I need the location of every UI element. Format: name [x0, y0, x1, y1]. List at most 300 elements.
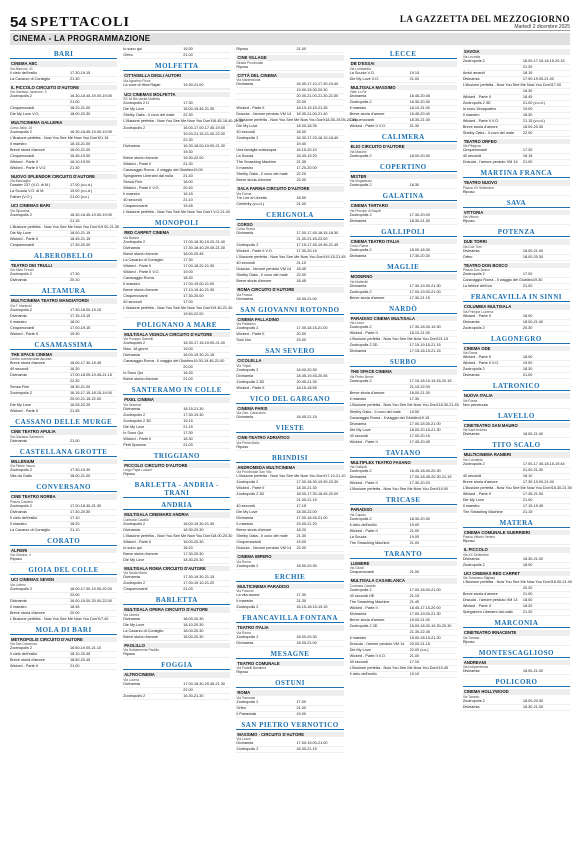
- showtime-row: [123, 89, 230, 90]
- film-title: Zootropolis 2: [349, 378, 372, 383]
- film-title: Il cielo dell'esilio: [349, 671, 377, 676]
- film-times: 18.00-21.00: [70, 474, 91, 478]
- film-times: 17.30-20.00: [70, 242, 91, 247]
- film-times: 17.30-20.30: [409, 254, 430, 258]
- film-title: Senza Fine: [10, 385, 30, 389]
- film-title: Zootropolis 2: [462, 562, 485, 567]
- film-times: 21.00: [296, 47, 306, 51]
- film-title: Caravaggio Roma - Il viaggio del Giubileo: [123, 359, 194, 363]
- city-heading: TAVIANO: [350, 449, 457, 458]
- film-times: 17.30-20.00: [409, 212, 430, 217]
- film-title: Divinamia: [10, 598, 27, 603]
- film-times: 18.30-21.00: [522, 704, 544, 709]
- showtime-row: [123, 377, 230, 383]
- film-times: 21.00: [183, 442, 193, 447]
- film-title: [236, 142, 296, 147]
- film-times: 16.30-21.30: [183, 693, 204, 698]
- film-times: 17.00-19.10-21.20: [183, 581, 215, 585]
- cinema-address: Via Pietra Mallo: [236, 440, 260, 445]
- film-title: Zootropolis 2: [236, 605, 259, 609]
- film-title: [463, 586, 523, 591]
- city-heading: FRANCAVILLA FONTANA: [236, 614, 343, 623]
- film-title: Zootropolis 2: [349, 516, 372, 521]
- film-title: Il Parlavistà: [236, 711, 257, 716]
- film-times: 21.45: [70, 409, 80, 413]
- film-title: Breve storia d'amore: [123, 377, 159, 381]
- film-title: [350, 385, 410, 390]
- film-times: 18.30-20.30: [409, 516, 430, 521]
- film-times: 18.45: [522, 94, 533, 99]
- cinema-address: Via Mazzini: [349, 149, 367, 154]
- film-title: Zootropolis 2: [10, 129, 32, 134]
- film-title: Amici amanti: [462, 70, 485, 75]
- film-times: 16.30-17.20-18.10-18.40: [296, 136, 339, 140]
- film-title: Divinamia: [462, 669, 480, 673]
- cinema-address: Corso Italia, 15: [10, 125, 33, 130]
- film-times: 21.00-21.15: [296, 498, 317, 502]
- film-times: 21.30: [522, 610, 533, 614]
- city-heading: TARANTO: [350, 550, 457, 559]
- film-times: 19.15: [183, 418, 193, 423]
- showtime-row: [123, 694, 230, 700]
- film-title: Wicked - Parte II: [236, 486, 265, 490]
- film-times: 18.20: [183, 545, 193, 550]
- film-times: 17.00-19.00-21.00: [183, 281, 215, 286]
- film-times: 17.00-18.30-20.45-21.30: [183, 681, 226, 686]
- film-title: Wicked - Parte II: [462, 491, 491, 496]
- film-title: L'illusione perfetta - Now You See Me Now You Don't: [349, 665, 439, 670]
- film-times: 16.30-17.10-17.30-19.40: [296, 82, 339, 86]
- film-title: Dracula - l'amore perduto VM 14: [236, 546, 292, 550]
- city-heading: LECCE: [350, 50, 457, 59]
- cinema-name: MULTISALA CINEMARS ANDRIA: [123, 512, 230, 518]
- film-times: 19.30: [183, 150, 193, 154]
- film-times: 21.40: [183, 174, 193, 178]
- film-title: Il maestro: [236, 599, 254, 603]
- film-times: 19.00: [296, 338, 306, 342]
- cinema-address: Via Frasca: [236, 292, 253, 297]
- film-times: 22.20: [296, 172, 306, 176]
- film-times: 19.45: [183, 204, 193, 208]
- film-title: Zootropolis 2: [349, 248, 372, 252]
- film-times: 19.00: [409, 534, 420, 539]
- masthead: [10, 0, 570, 31]
- film-times: 16.50-19.00-21.10: [70, 646, 102, 650]
- film-times: [296, 65, 343, 70]
- film-title: Zootropolis 2: [10, 272, 32, 276]
- cinema-name: CINEMA TEATRO ITALIA: [350, 239, 457, 245]
- cinema-name: THE SPACE CINEMA: [350, 369, 457, 375]
- film-times: [523, 640, 570, 645]
- film-title: Divinamia: [123, 144, 140, 148]
- city-heading: SAVA: [463, 199, 570, 208]
- showtime-row: [236, 445, 343, 451]
- city-heading: OSTUNI: [236, 679, 343, 688]
- film-title: Zootropolis 2: [349, 587, 372, 592]
- film-times: 19.15-21.45: [325, 255, 346, 259]
- city-heading: CALIMERA: [350, 133, 457, 142]
- cinema-name: MULTICINEMA GALLERIA: [10, 120, 117, 126]
- film-times: 18.00-20.30: [70, 112, 91, 116]
- cinema-name: CINETEATRO IRNACENTE: [463, 630, 570, 636]
- film-title: Breve storia d'amore: [10, 361, 45, 365]
- film-times: [523, 219, 570, 224]
- film-title: Caravaggio Roma: [123, 275, 154, 280]
- showtime-row: [463, 563, 570, 569]
- film-times: 18.00-19.30-21.15: [183, 353, 215, 357]
- showtime-row: [463, 432, 570, 438]
- film-times: 22.00: [296, 178, 306, 182]
- film-times: 22.00: [296, 546, 306, 550]
- cinema-address: Via Roma: [462, 398, 478, 403]
- film-times: [523, 539, 570, 544]
- film-times: 21.15: [438, 337, 448, 341]
- film-times: 18.00-21.00: [522, 319, 544, 324]
- film-times: 21.00: [296, 705, 306, 710]
- film-times: 19.00: [296, 711, 306, 716]
- film-times: 19.50-22.00: [183, 311, 204, 316]
- film-title: Wicked - Parte II: [349, 481, 378, 485]
- film-title: [350, 630, 410, 635]
- film-title: 40 secondi: [349, 433, 368, 438]
- film-times: 18.00-18.30: [409, 248, 430, 252]
- film-title: Shelby Oaks - Il covo del male: [123, 113, 175, 117]
- film-title: Zootropolis 2: [10, 503, 32, 508]
- film-times: 17.10-21.10: [325, 474, 346, 478]
- film-times: 21.00: [183, 377, 193, 381]
- film-times: 17.00-19.00-21.30: [409, 611, 441, 616]
- cinema-name: MULTICINEMA RANIERI: [463, 452, 570, 458]
- film-times: 21.10: [183, 198, 193, 202]
- cinema-address: Contrada Castello: [349, 583, 376, 588]
- film-title: Die My Love: [123, 424, 145, 429]
- film-title: Cinquenovanti: [462, 148, 488, 152]
- city-heading: MOLFETTA: [123, 62, 230, 71]
- film-times: 17.00-19.15: [70, 325, 91, 330]
- film-times: 18.00-19.45-21.30: [183, 107, 215, 111]
- film-times: 18.15-18.55: [296, 385, 317, 390]
- city-heading: NARDÒ: [350, 305, 457, 314]
- film-title: Zootropolis 2: [10, 212, 32, 217]
- film-times: 17.30: [296, 593, 306, 597]
- film-times: 18.30-21.00: [409, 118, 430, 122]
- film-times: 21.00: [70, 100, 80, 104]
- showtime-row: [123, 210, 230, 216]
- film-title: Breve storia d'amore: [349, 112, 385, 116]
- film-times: 21.30: [70, 165, 80, 170]
- film-times: 18.10-20.45: [70, 652, 91, 656]
- city-heading: GIOIA DEL COLLE: [10, 566, 117, 575]
- film-times: 18.30-21.00: [551, 485, 572, 490]
- film-title: Wicked - Parte II V.O.: [236, 249, 273, 253]
- cinema-address: Via F. Mantrulli: [10, 303, 32, 308]
- cinema-name: ELIO CIRCUITO D'AUTORE: [350, 144, 457, 150]
- film-times: 19.30-21.00: [183, 82, 204, 87]
- film-title: Wicked - Parte II: [10, 331, 39, 336]
- film-times: 20.30: [522, 586, 533, 590]
- film-title: [236, 88, 296, 93]
- city-heading: VIESTE: [236, 424, 343, 433]
- cinema-address: Via Vittorio: [462, 215, 479, 219]
- film-title: Il cielo dell'esilio: [10, 515, 38, 520]
- film-times: 21.15: [409, 593, 420, 598]
- city-heading: GALLIPOLI: [350, 228, 457, 237]
- showtime-row: [10, 474, 117, 480]
- film-times: 18.20: [522, 604, 533, 608]
- film-title: Il maestro: [10, 521, 27, 526]
- film-times: 19.00: [522, 361, 533, 365]
- film-title: Il maestro: [123, 281, 140, 286]
- cinema-address: SS 16 Bis uscita Molfetta: [123, 97, 160, 101]
- film-times: 18.40-19.20: [296, 154, 317, 158]
- film-times: 21.40: [220, 210, 230, 214]
- showtime-row: [10, 439, 117, 445]
- film-title: Zootropolis 2: [236, 367, 259, 372]
- film-times: 16.45-20.40: [409, 112, 430, 116]
- cinema-name: ROMA CIRCUITO D'AUTORE: [236, 287, 343, 293]
- cinema-name: PARADISO CINEMA MULTISALA: [350, 316, 457, 322]
- film-times: 21.00: [522, 160, 533, 164]
- film-title: Shelby Oaks - Il covo del male: [236, 534, 288, 538]
- city-heading: POLICORO: [463, 678, 570, 687]
- film-times: 22.00 (v.o.): [409, 647, 429, 652]
- film-title: L'illusione perfetta - Now You See Me Now You Don't: [10, 135, 99, 140]
- film-title: Zootropolis 2: [123, 581, 146, 585]
- cinema-address: Via Palladino: [236, 322, 256, 326]
- film-times: 16.45-19.00: [70, 153, 91, 158]
- film-times: 21.00-21.30: [522, 467, 544, 472]
- film-times: 16.00-17.00-17.45-19.00: [183, 126, 226, 130]
- film-title: Die My Love V.O.: [10, 112, 40, 116]
- film-title: Caravaggio Roma - Il viaggio del Giubileo: [349, 415, 420, 420]
- showtime-row: [350, 77, 457, 83]
- film-times: 17.00: [522, 272, 533, 276]
- cinema-name: ALFIERI: [10, 548, 117, 554]
- film-title: Vita da Gatto: [10, 474, 33, 478]
- film-times: 18.30: [522, 112, 533, 117]
- cinema-name: MULTISALA ROMA CIRCUITO D'AUTORE: [123, 566, 230, 572]
- film-title: Il maestro: [236, 522, 254, 526]
- cinema-address: Via Roma: [462, 351, 478, 355]
- film-title: Zootropolis 2 D: [123, 101, 149, 105]
- film-title: Riposo: [462, 189, 475, 194]
- city-heading: BARLETTA: [123, 596, 230, 605]
- cinema-name: CINE VILLAGE: [236, 55, 343, 61]
- showtime-row: [463, 539, 570, 545]
- film-times: 17.30-18.30-19.30: [409, 325, 441, 329]
- film-title: 40 secondi: [123, 299, 142, 304]
- film-times: 17.00: [296, 699, 306, 704]
- film-title: Solo Noi: [236, 338, 251, 342]
- film-title: Divinamia: [462, 248, 480, 253]
- film-times: 16.00-19.00-20.00-22.00: [70, 598, 112, 603]
- film-times: 21.00: [296, 201, 306, 206]
- film-times: 18.00: [183, 180, 193, 184]
- film-title: Divinamia: [462, 704, 480, 709]
- film-title: Zootropolis 2: [462, 58, 485, 63]
- cinema-name: CINEMA PARIS: [236, 406, 343, 412]
- film-title: Riposo: [236, 670, 249, 674]
- film-times: 17.30: [183, 257, 193, 262]
- film-title: Divinamia: [462, 556, 480, 561]
- film-title: Il cielo dell'esilio: [10, 652, 38, 656]
- city-heading: ERCHIE: [236, 573, 343, 582]
- film-title: 40 secondi: [462, 154, 482, 158]
- film-title: Cinquenovanti: [10, 153, 35, 158]
- film-times: 21.00: [409, 76, 420, 81]
- film-times: 19.00: [183, 269, 193, 274]
- film-title: Divinamia: [236, 231, 254, 235]
- city-heading: BRINDISI: [236, 454, 343, 463]
- cinema-address: Piazza Don Bosco: [462, 268, 490, 272]
- film-title: Zootropolis 2: [236, 634, 259, 639]
- showtime-row: [236, 202, 343, 208]
- cinema-name: PICCOLO CIRCUITO D'AUTORE: [123, 463, 230, 469]
- film-times: 21.15: [70, 218, 80, 223]
- film-title: Breve storia d'amore: [462, 124, 498, 129]
- film-times: 18.00-20.30: [296, 563, 317, 568]
- showtime-row: [350, 254, 457, 260]
- film-title: Die My Love: [10, 403, 32, 407]
- film-title: Caravaggio Roma - Il viaggio del Giubileo: [462, 278, 533, 282]
- film-title: Divinamia: [123, 681, 140, 686]
- film-title: Riposo: [236, 64, 249, 69]
- film-times: 18.10-21.00: [409, 106, 430, 110]
- city-heading: ANDRIA: [123, 501, 230, 510]
- film-title: Divinamia: [10, 278, 27, 282]
- showtime-row: [463, 284, 570, 290]
- film-times: 18.45-21.15: [70, 236, 91, 241]
- showtime-row: [350, 219, 457, 225]
- film-title: Zootropolis 2: [123, 521, 146, 526]
- film-times: 17.30: [183, 430, 193, 435]
- cinema-address: Via Cornaleto: [462, 457, 483, 462]
- city-heading: CORATO: [10, 537, 117, 546]
- city-heading: BARLETTA - ANDRIA - TRANI: [123, 481, 230, 498]
- film-title: Shelby Oaks - Il covo del male: [236, 172, 288, 176]
- film-times: 18.50-20.45: [70, 658, 91, 662]
- film-title: Il maestro: [123, 192, 140, 196]
- film-title: Wicked - Parte II V.O.: [123, 186, 160, 190]
- film-title: Breve storia d'amore: [10, 610, 45, 615]
- film-title: Wicked - Parte II: [236, 385, 265, 390]
- showtime-row: [463, 326, 570, 332]
- film-times: 18.00-19.30-21.30: [183, 521, 215, 526]
- film-times: 17.00-18.00-21.00: [409, 587, 441, 592]
- film-times: [523, 190, 570, 195]
- film-title: Il maestro: [10, 141, 27, 146]
- film-times: 16.00-21.00: [70, 147, 91, 152]
- cinema-address: Via Indipendenza: [462, 665, 489, 669]
- city-heading: MARTINA FRANCA: [463, 169, 570, 178]
- listings-columns: [10, 47, 570, 840]
- film-title: Una famiglia sottosopra: [236, 148, 277, 152]
- city-heading: SAN PIETRO VERNOTICO: [236, 721, 343, 730]
- film-times: 18.10: [522, 473, 533, 478]
- cinema-name: CINE-TEATRO ADRIATICO: [236, 435, 343, 441]
- showtime-row: [236, 297, 343, 303]
- film-title: Il cielo dell'esilio: [349, 522, 377, 527]
- film-times: 19.40-21.40: [212, 305, 233, 310]
- film-times: 18.00: [296, 130, 306, 134]
- film-title: Wicked - Parte II: [123, 436, 152, 441]
- film-title: L'illusione perfetta - Now You See Me Now You Don't: [236, 118, 326, 122]
- film-title: Io sono Zeroquattro: [462, 106, 496, 111]
- film-times: 21.30: [296, 599, 306, 603]
- cinema-name: CINEMA COMUNALE GUERRIERI: [463, 530, 570, 536]
- cinema-name: CINEMA ODE: [463, 346, 570, 352]
- film-title: La Scuola: [349, 534, 367, 539]
- film-times: 18.00-20.45: [183, 251, 204, 256]
- cinema-name: MODERNO: [350, 274, 457, 280]
- film-title: La Scuola V.O. di M.: [10, 189, 45, 193]
- film-title: Zootropolis 2 3D: [349, 623, 378, 628]
- cinema-address: Via Farina: [236, 191, 252, 196]
- film-times: 19.00: [522, 106, 533, 111]
- cinema-name: ROMA: [236, 690, 343, 696]
- film-title: Divinamia: [123, 353, 140, 357]
- film-title: Divinamia: [236, 296, 254, 301]
- film-times: 21.30-22.45: [409, 629, 430, 634]
- film-times: 17.30-21.15: [409, 295, 430, 300]
- film-title: Divinamia: [123, 575, 140, 579]
- film-times: 16.15: [183, 192, 193, 196]
- film-times: 20.00-21.00-21.30-21.50: [296, 94, 339, 98]
- film-title: L'illusione perfetta - Now You See Me Now You Don't: [10, 224, 99, 229]
- film-title: Zootropolis 2: [349, 212, 372, 217]
- film-title: Die My Love V.O.: [349, 76, 380, 81]
- film-times: 18.00-20.30: [183, 616, 204, 621]
- film-title: Il maestro: [462, 503, 480, 508]
- film-times: 18.20: [296, 528, 306, 532]
- film-times: 18.15-21.30: [183, 406, 204, 411]
- cinema-name: METROPOLIS CIRCUITO D'AUTORE: [10, 637, 117, 643]
- film-times: 21.00: [409, 528, 420, 533]
- film-title: 40 secondi: [349, 659, 368, 664]
- cinema-name: MULTICINEMA TEATRO MANGIATORDI: [10, 298, 117, 304]
- film-title: [123, 365, 183, 370]
- showtime-row: [350, 487, 457, 493]
- film-title: Wicked - Parte II: [349, 605, 378, 610]
- film-title: Divinamia: [10, 509, 27, 514]
- film-title: Divinamia: [236, 373, 254, 378]
- film-title: Spingsteen Liberami dal nulla: [123, 174, 174, 178]
- film-title: 40 secondi: [236, 130, 255, 134]
- cinema-address: Via Lucera: [123, 677, 139, 682]
- film-title: Cinquenovanti: [349, 570, 374, 574]
- film-title: Divinamia: [462, 432, 480, 436]
- cinema-name: DB D'ESSAI: [350, 61, 457, 67]
- film-title: Wicked - Parte II V.O.: [123, 269, 160, 274]
- city-heading: SANTERAMO IN COLLE: [123, 386, 230, 395]
- cinema-name: MISTER: [350, 174, 457, 180]
- cinema-address: Piazza XX Settembre: [462, 185, 495, 190]
- film-title: Divinamia: [236, 415, 254, 419]
- film-title: [123, 688, 183, 693]
- film-times: 19.20-21.15-21.00-22.00: [183, 132, 226, 136]
- film-times: 18.30-21.30: [409, 218, 430, 223]
- showtime-row: [463, 255, 570, 261]
- city-heading: MATERA: [463, 519, 570, 528]
- film-times: 17.10: [70, 515, 80, 520]
- film-times: 16.45-17.15-20.00: [409, 605, 441, 610]
- cinema-name: CINEMA ABC: [10, 61, 117, 67]
- film-times: 18.00-20.30: [183, 628, 204, 633]
- cinema-name: TEATRO ORFEO: [463, 139, 570, 145]
- cinema-address: Via Foscolo: [236, 589, 254, 593]
- cinema-address: Via Gen. Caracciolo: [236, 411, 266, 415]
- film-times: 18.30-21.30: [296, 486, 317, 490]
